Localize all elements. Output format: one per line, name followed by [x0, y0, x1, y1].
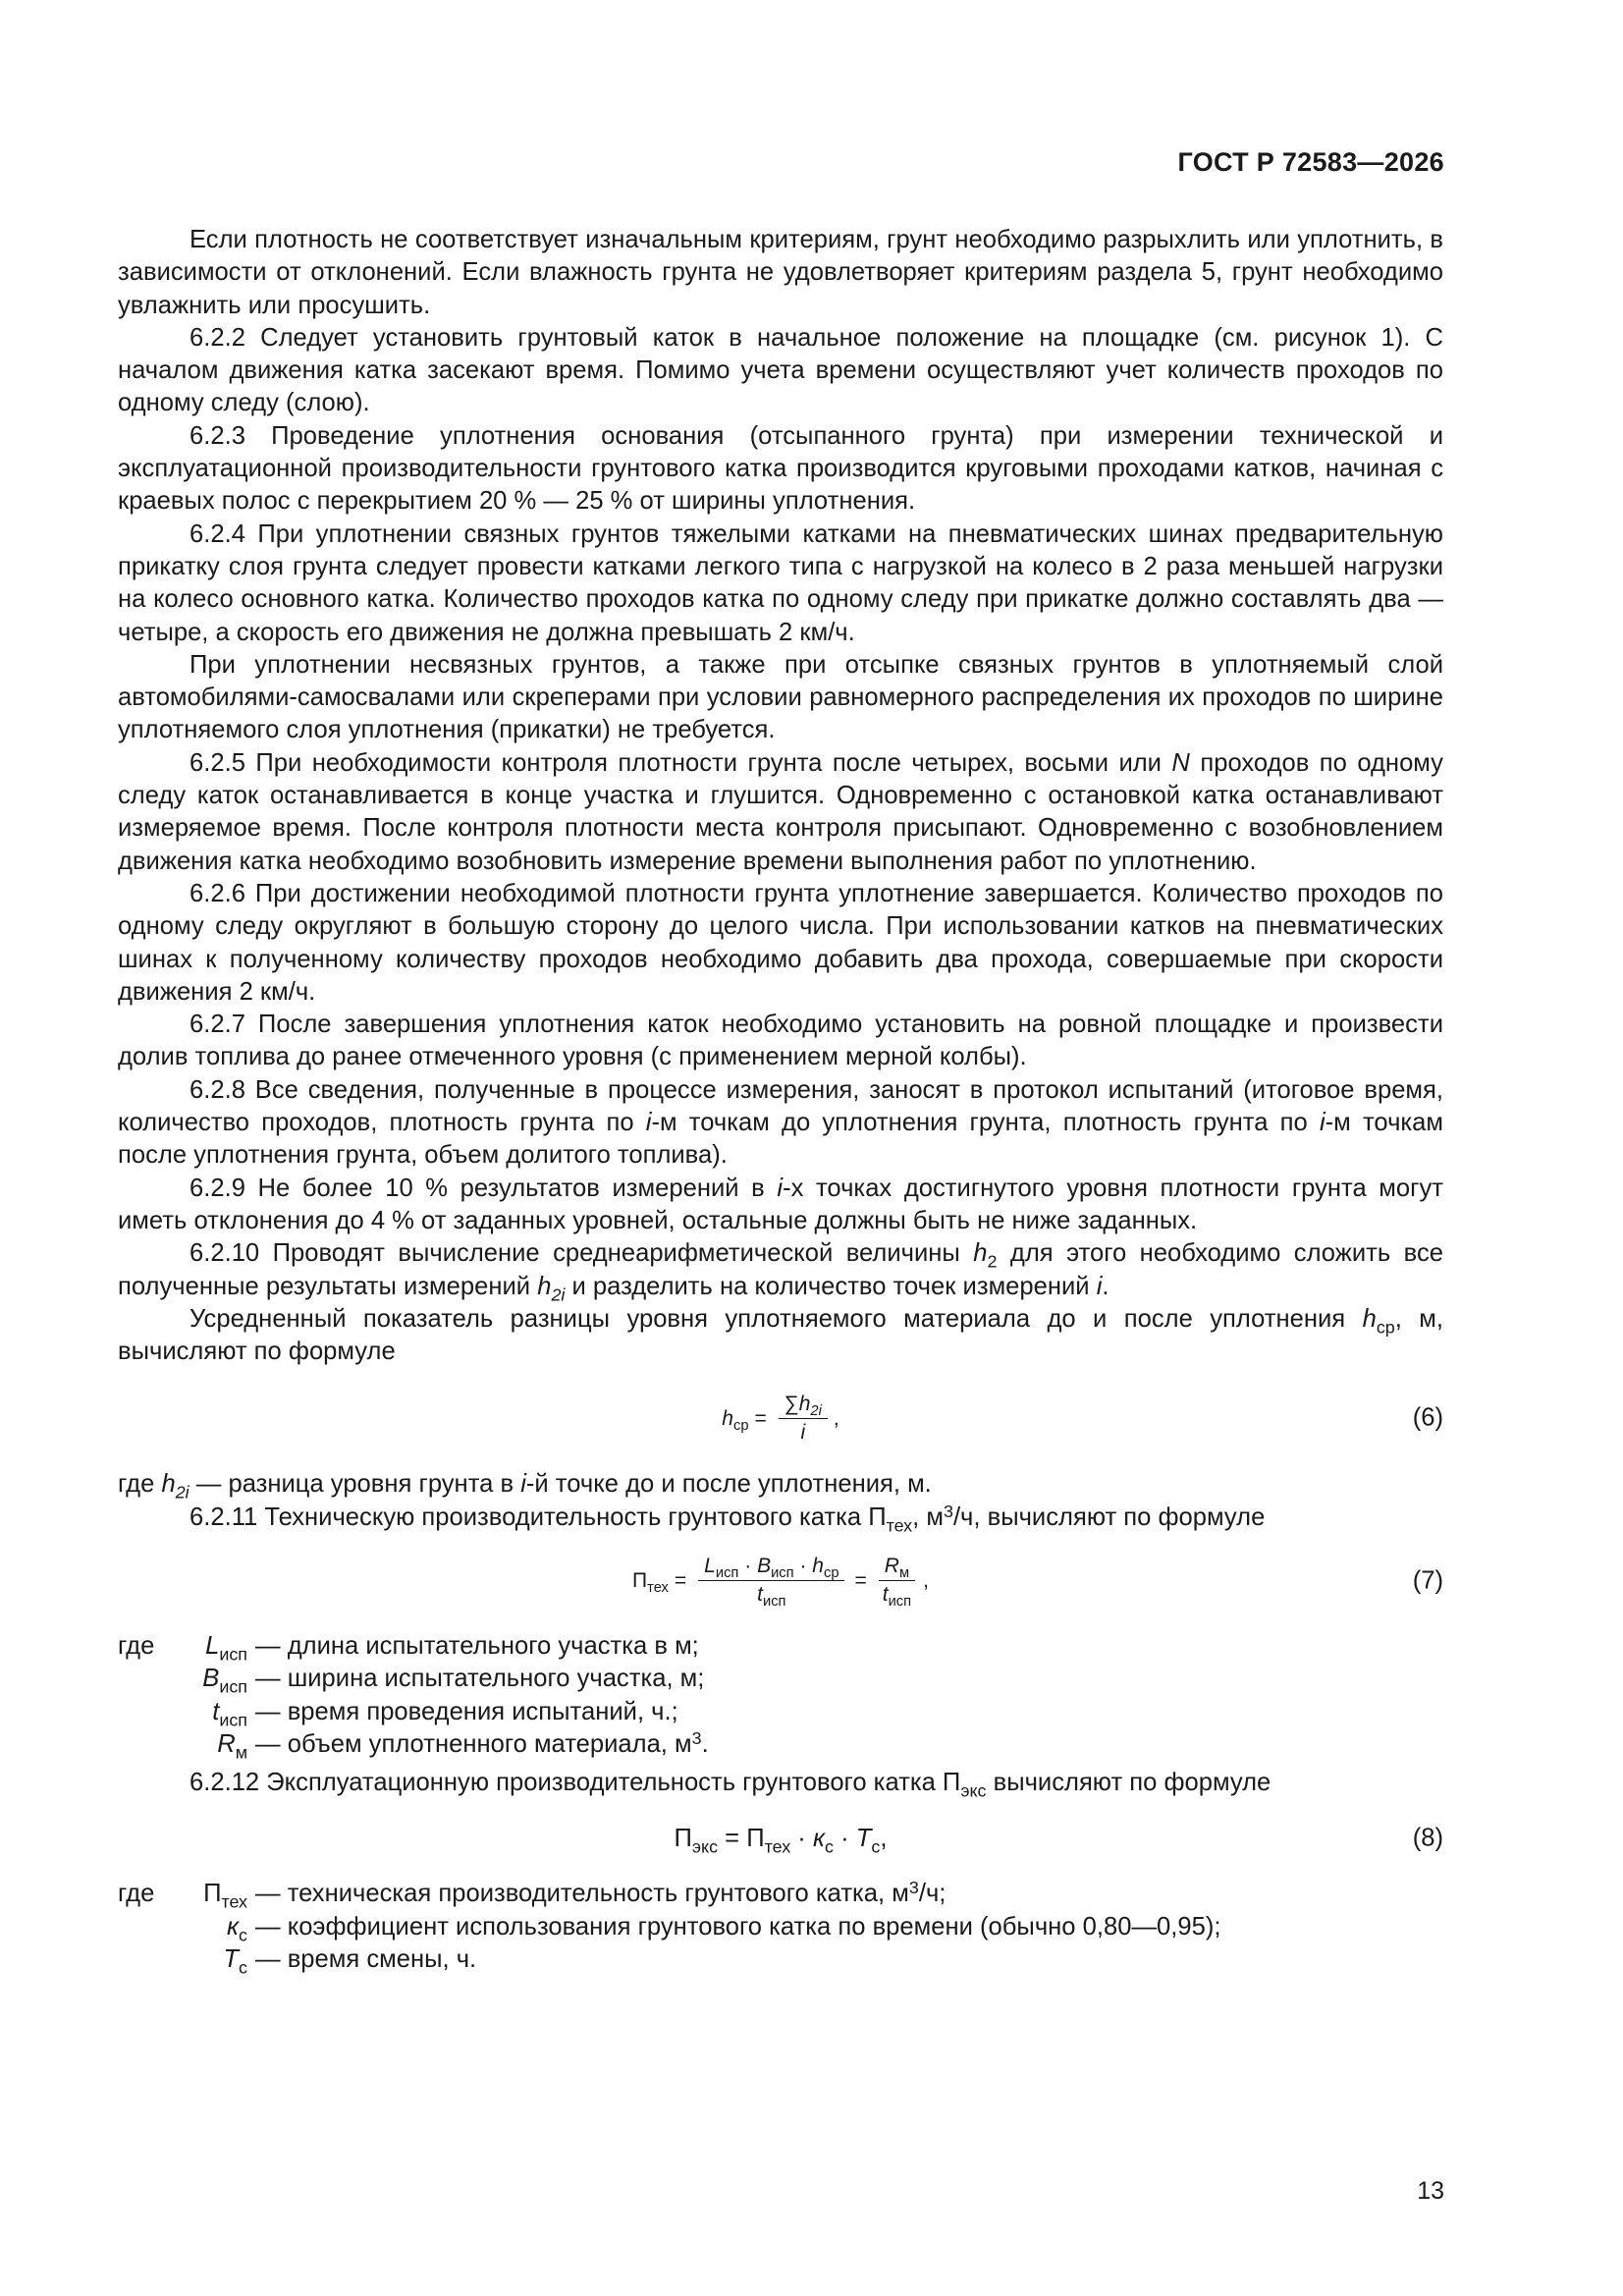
where-list-8: где $П_{тех}$ — техническая производительность грунтового катка, $м^3/ч$; $к_с$ — коэффициент использования грунтового катка по времени (обычно 0,80—0,95); $T_с$ — время смены, ч.: [118, 1878, 1221, 1978]
page-number: 13: [1417, 2177, 1444, 2205]
where-list-7: где $L_{исп}$ — длина испытательного участка в м; $B_{исп}$ — ширина испытательного участка, м; $t_{исп}$ — время проведения испытаний, ч.; $R_м$ — объем уплотненного материала, $м^3$.: [118, 1631, 709, 1763]
paragraph: Усредненный показатель разницы уровня уплотняемого материала до и после уплотнения $h_{ср}$, м, вычисляют по формуле: [118, 1304, 1443, 1366]
formula-number: (7): [1412, 1566, 1443, 1595]
paragraph-6-2-6: 6.2.6 При достижении необходимой плотности грунта уплотнение завершается. Количество проходов по одному следу округляют в большую сторону до целого числа. При использовании катков на пневматических шинах к полученному количеству проходов необходимо добавить два прохода, совершаемые при скорости движения 2 км/ч.: [118, 879, 1443, 1006]
paragraph: Если плотность не соответствует изначальным критериям, грунт необходимо разрыхлить или уплотнить, в зависимости от отклонений. Если влажность грунта не удовлетворяет критериям раздела 5, грунт необходимо увлажнить или просушить.: [118, 226, 1443, 319]
paragraph-6-2-11: 6.2.11 Техническую производительность грунтового катка $П_{тех}$, $м^3/ч$, вычисляют по формуле: [189, 1501, 1266, 1535]
fraction: $\frac{R_м}{t_{исп}}$: [877, 1555, 917, 1607]
paragraph-6-2-7: 6.2.7 После завершения уплотнения каток необходимо установить на ровной площадке и произвести долив топлива до ранее отмеченного уровня (с применением мерной колбы).: [118, 1011, 1443, 1071]
standard-designation: ГОСТ Р 72583—2026: [1177, 147, 1444, 177]
paragraph-6-2-9: 6.2.9 Не более 10 % результатов измерений в i-х точках достигнутого уровня плотности грунта могут иметь отклонения до 4 % от заданных уровней, остальные должны быть не ниже заданных.: [118, 1174, 1443, 1234]
formula-number: (6): [1412, 1403, 1443, 1432]
paragraph-6-2-12: 6.2.12 Эксплуатационную производительность грунтового катка $П_{экс}$ вычисляют по формуле: [189, 1769, 1271, 1801]
fraction: $\frac{\sum h_{2i}}{i}$: [779, 1393, 828, 1445]
paragraph-6-2-2: 6.2.2 Следует установить грунтовый каток в начальное положение на площадке (см. рисунок 1). С началом движения катка засекают время. Помимо учета времени осуществляют учет количеств проходов по одному следу (слою).: [118, 323, 1443, 417]
where-clause: где $h_{2i}$ — разница уровня грунта в i-й точке до и после уплотнения, м.: [118, 1470, 932, 1503]
formula-number: (8): [1412, 1824, 1443, 1852]
formula-lhs: $h_{ср}$: [722, 1406, 749, 1434]
paragraph-6-2-5: 6.2.5 При необходимости контроля плотности грунта после четырех, восьми или N проходов по одному следу каток останавливается в конце участка и глушится. Одновременно с остановкой катка останавливают измеряемое время. После контроля плотности места контроля присыпают. Одновременно с возобновлением движения катка необходимо возобновить измерение времени выполнения работ по уплотнению.: [118, 748, 1443, 875]
paragraph-6-2-4: 6.2.4 При уплотнении связных грунтов тяжелыми катками на пневматических шинах предварительную прикатку слоя грунта следует провести катками легкого типа с нагрузкой на колесо в 2 раза меньшей нагрузки на колесо основного катка. Количество проходов катка по одному следу при прикатке должно составлять два — четыре, а скорость его движения не должна превышать 2 км/ч.: [118, 519, 1443, 646]
document-body: [118, 224, 1443, 1976]
formula-8: $П_{экс} = П_{тех} \cdot к_с \cdot T_с$, (8): [674, 1824, 1443, 1857]
paragraph-6-2-3: 6.2.3 Проведение уплотнения основания (отсыпанного грунта) при измерении технической и эксплуатационной производительности грунтового катка производится круговыми проходами катков, начиная с краевых полос с перекрытием 20 % — 25 % от ширины уплотнения.: [118, 421, 1443, 516]
fraction: $\frac{L_{исп} \cdot B_{исп} \cdot h_{ср}}{t_{исп}}$: [698, 1555, 844, 1607]
formula-6: $h_{ср}$ = $\frac{\sum h_{2i}}{i}$ , (6): [722, 1392, 1443, 1444]
formula-7: $П_{тех}$ = $\frac{L_{исп} \cdot B_{исп} \cdot h_{ср}}{t_{исп}}$ = $\frac{R_м}{t_{исп}}$ , (7): [632, 1555, 1443, 1611]
paragraph-6-2-10: 6.2.10 Проводят вычисление среднеарифметической величины $h_2$ для этого необходимо сложить все полученные результаты измерений $h_{2i}$ и разделить на количество точек измерений i.: [118, 1239, 1443, 1304]
paragraph: При уплотнении несвязных грунтов, а также при отсыпке связных грунтов в уплотняемый слой автомобилями-самосвалами или скреперами при условии равномерного распределения их проходов по ширине уплотняемого слоя уплотнения (прикатки) не требуется.: [118, 650, 1443, 744]
paragraph-6-2-8: 6.2.8 Все сведения, полученные в процессе измерения, заносят в протокол испытаний (итоговое время, количество проходов, плотность грунта по i-м точкам до уплотнения грунта, плотность грунта по i-м точкам после уплотнения грунта, объем долитого топлива).: [118, 1075, 1444, 1170]
